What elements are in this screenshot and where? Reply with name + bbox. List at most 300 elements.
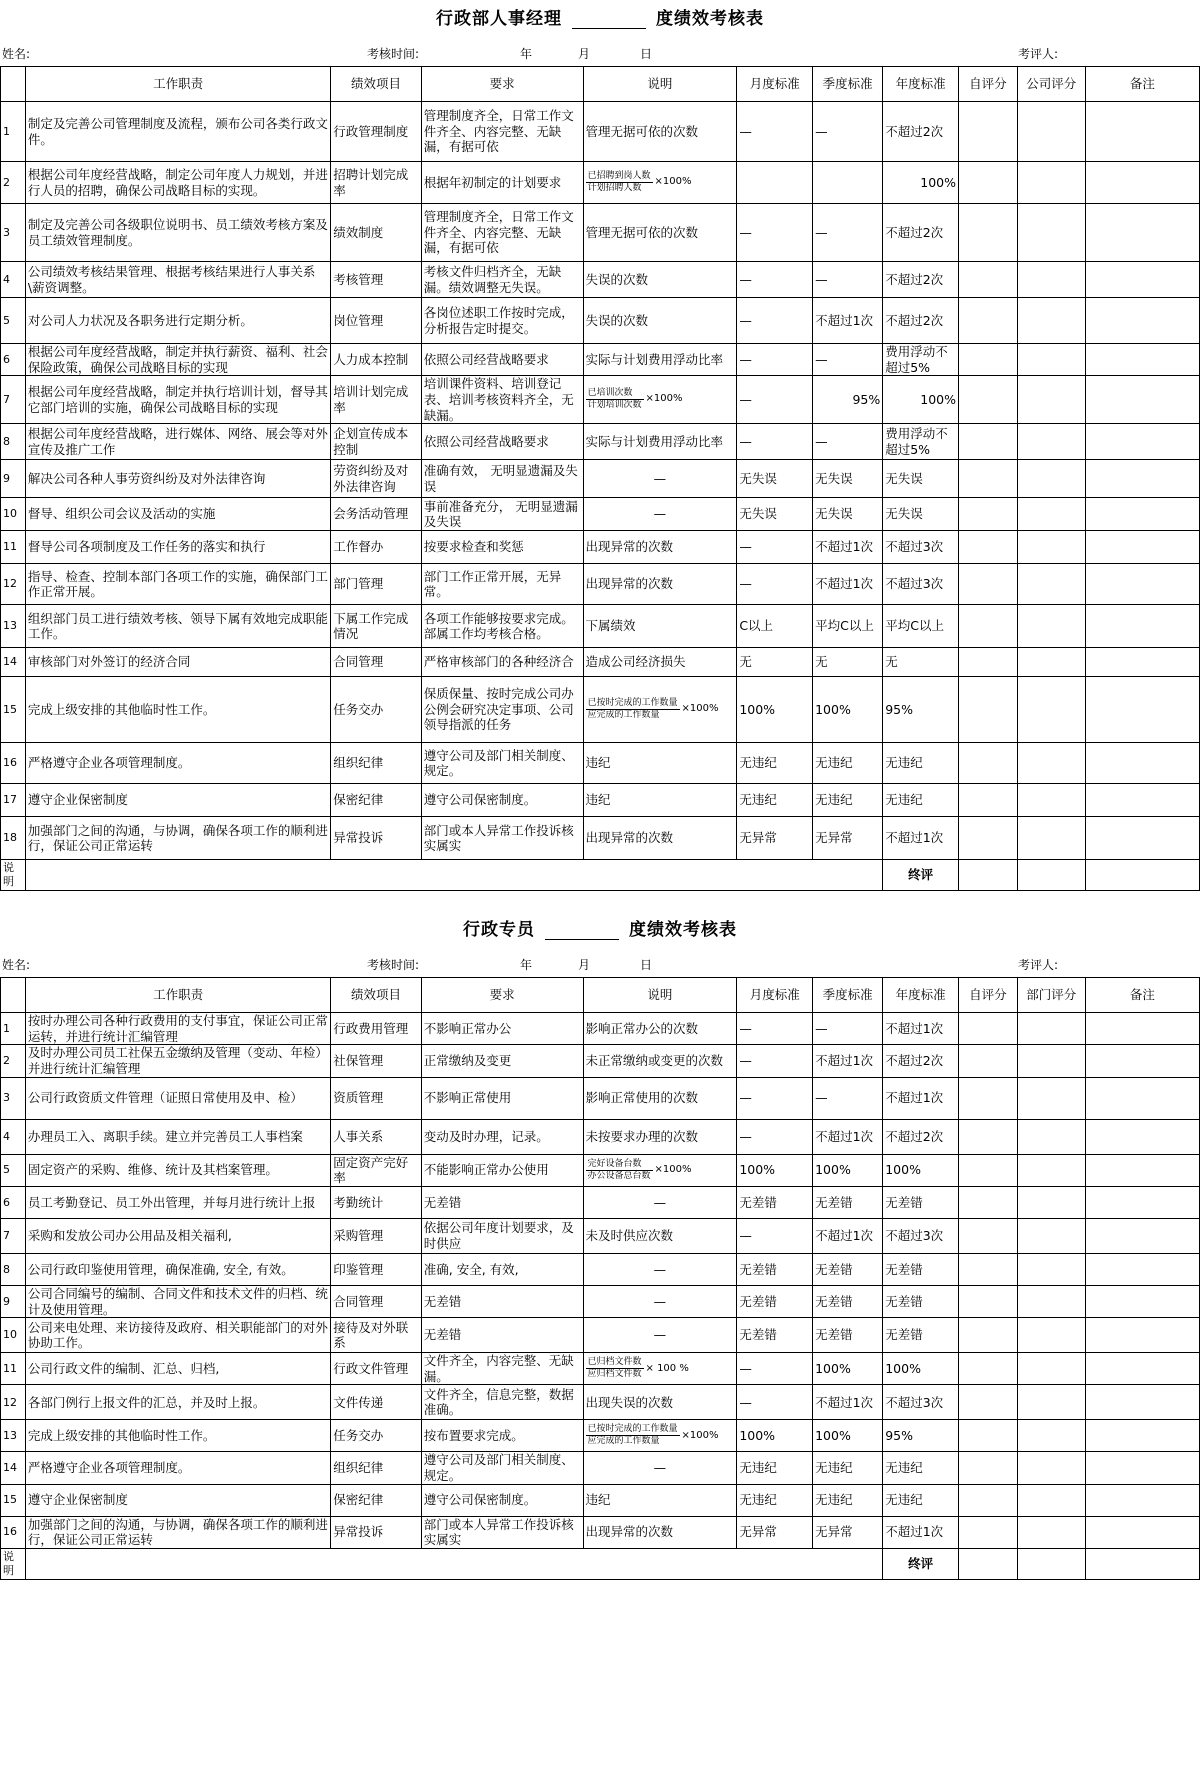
annual-standard-cell: 不超过2次	[883, 102, 959, 162]
company-score-cell[interactable]	[1017, 376, 1085, 424]
duty-cell: 公司行政资质文件管理（证照日常使用及申、检）	[25, 1077, 330, 1119]
company-score-cell[interactable]	[1017, 677, 1085, 743]
table-row	[1, 1420, 1200, 1452]
monthly-standard-cell: 无违纪	[737, 784, 813, 817]
description-cell: 造成公司经济损失	[583, 648, 737, 677]
monthly-standard-cell: —	[737, 1119, 813, 1154]
final-self-score-cell[interactable]	[959, 860, 1018, 891]
description-cell	[583, 162, 737, 204]
requirement-cell: 各岗位述职工作按时完成，分析报告定时提交。	[421, 298, 583, 344]
self-score-cell[interactable]	[959, 344, 1018, 376]
annual-standard-cell: 无差错	[883, 1318, 959, 1353]
self-score-cell[interactable]	[959, 424, 1018, 460]
remark-cell[interactable]	[1085, 498, 1199, 531]
description-cell: 未及时供应次数	[583, 1218, 737, 1253]
row-number: 2	[1, 1045, 26, 1077]
formula-denominator: 计划培训次数	[587, 400, 642, 411]
requirement-cell: 准确有效， 无明显遗漏及失误	[421, 460, 583, 498]
requirement-cell: 根据年初制定的计划要求	[421, 162, 583, 204]
kpi-cell: 行政文件管理	[331, 1353, 421, 1385]
company-score-cell[interactable]	[1017, 1385, 1085, 1420]
company-score-cell[interactable]	[1017, 1253, 1085, 1285]
self-score-cell[interactable]	[959, 1154, 1018, 1186]
remark-cell[interactable]	[1085, 1484, 1199, 1516]
month-label: 月	[578, 958, 591, 973]
requirement-cell: 遵守公司保密制度。	[421, 1484, 583, 1516]
self-score-cell[interactable]	[959, 1186, 1018, 1218]
self-score-cell[interactable]	[959, 1420, 1018, 1452]
duty-cell: 采购和发放公司办公用品及相关福利,	[25, 1218, 330, 1253]
duty-cell: 完成上级安排的其他临时性工作。	[25, 1420, 330, 1452]
company-score-cell[interactable]	[1017, 817, 1085, 860]
requirement-cell: 依照公司经营战略要求	[421, 344, 583, 376]
row-number: 18	[1, 817, 26, 860]
remark-cell[interactable]	[1085, 1452, 1199, 1484]
description-cell: 出现失误的次数	[583, 1385, 737, 1420]
monthly-standard-cell: 无差错	[737, 1253, 813, 1285]
remark-cell[interactable]	[1085, 1253, 1199, 1285]
remark-cell[interactable]	[1085, 1045, 1199, 1077]
remark-cell[interactable]	[1085, 1285, 1199, 1317]
requirement-cell: 准确, 安全, 有效,	[421, 1253, 583, 1285]
kpi-cell: 部门管理	[331, 564, 421, 605]
company-score-cell[interactable]	[1017, 1516, 1085, 1548]
table-title	[0, 0, 1200, 38]
kpi-cell: 行政费用管理	[331, 1013, 421, 1045]
company-score-cell[interactable]	[1017, 605, 1085, 648]
kpi-cell: 保密纪律	[331, 1484, 421, 1516]
monthly-standard-cell: —	[737, 531, 813, 564]
company-score-cell[interactable]	[1017, 262, 1085, 298]
table-row	[1, 102, 1200, 162]
column-header: 说明	[583, 978, 737, 1013]
monthly-standard-cell: —	[737, 262, 813, 298]
remark-cell[interactable]	[1085, 1013, 1199, 1045]
company-score-cell[interactable]	[1017, 531, 1085, 564]
table-row	[1, 531, 1200, 564]
company-score-cell[interactable]	[1017, 1452, 1085, 1484]
day-label: 日	[640, 47, 653, 61]
quarterly-standard-cell: 不超过1次	[813, 1385, 883, 1420]
day-label: 日	[640, 958, 653, 973]
monthly-standard-cell: —	[737, 424, 813, 460]
table-row	[1, 1186, 1200, 1218]
duty-cell: 督导公司各项制度及工作任务的落实和执行	[25, 531, 330, 564]
company-score-cell[interactable]	[1017, 102, 1085, 162]
note-cell[interactable]	[25, 1548, 882, 1579]
annual-standard-cell: 不超过1次	[883, 817, 959, 860]
kpi-cell: 招聘计划完成率	[331, 162, 421, 204]
monthly-standard-cell: 无差错	[737, 1186, 813, 1218]
note-cell[interactable]	[25, 860, 882, 891]
company-score-cell[interactable]	[1017, 1077, 1085, 1119]
column-header: 自评分	[959, 978, 1018, 1013]
monthly-standard-cell: —	[737, 564, 813, 605]
remark-cell[interactable]	[1085, 784, 1199, 817]
formula-multiplier: ×100%	[645, 393, 683, 405]
requirement-cell: 无差错	[421, 1186, 583, 1218]
kpi-cell: 异常投诉	[331, 1516, 421, 1548]
self-score-cell[interactable]	[959, 1253, 1018, 1285]
monthly-standard-cell: 无异常	[737, 1516, 813, 1548]
table-row	[1, 743, 1200, 784]
company-score-cell[interactable]	[1017, 344, 1085, 376]
company-score-cell[interactable]	[1017, 1484, 1085, 1516]
quarterly-standard-cell: 100%	[813, 677, 883, 743]
kpi-cell: 会务活动管理	[331, 498, 421, 531]
table-row	[1, 1154, 1200, 1186]
monthly-standard-cell: 无差错	[737, 1285, 813, 1317]
year-label: 年	[520, 958, 533, 973]
company-score-cell[interactable]	[1017, 162, 1085, 204]
monthly-standard-cell: C以上	[737, 605, 813, 648]
company-score-cell[interactable]	[1017, 424, 1085, 460]
kpi-cell: 劳资纠纷及对外法律咨询	[331, 460, 421, 498]
column-header: 年度标准	[883, 978, 959, 1013]
company-score-cell[interactable]	[1017, 298, 1085, 344]
description-cell: 未按要求办理的次数	[583, 1119, 737, 1154]
remark-cell[interactable]	[1085, 1318, 1199, 1353]
kpi-cell: 社保管理	[331, 1045, 421, 1077]
table-row	[1, 1484, 1200, 1516]
column-header: 工作职责	[25, 67, 330, 102]
remark-cell[interactable]	[1085, 1119, 1199, 1154]
remark-cell[interactable]	[1085, 262, 1199, 298]
remark-cell[interactable]	[1085, 817, 1199, 860]
company-score-cell[interactable]	[1017, 1285, 1085, 1317]
remark-cell[interactable]	[1085, 1154, 1199, 1186]
self-score-cell[interactable]	[959, 1385, 1018, 1420]
kpi-cell: 下属工作完成情况	[331, 605, 421, 648]
company-score-cell[interactable]	[1017, 460, 1085, 498]
description-cell: 失误的次数	[583, 262, 737, 298]
company-score-cell[interactable]	[1017, 648, 1085, 677]
remark-cell[interactable]	[1085, 102, 1199, 162]
note-label: 说明	[1, 1548, 26, 1579]
column-header: 月度标准	[737, 978, 813, 1013]
quarterly-standard-cell: 100%	[813, 1420, 883, 1452]
company-score-cell[interactable]	[1017, 784, 1085, 817]
quarterly-standard-cell: 无差错	[813, 1186, 883, 1218]
duty-cell: 公司来电处理、来访接待及政府、相关职能部门的对外协助工作。	[25, 1318, 330, 1353]
row-number: 17	[1, 784, 26, 817]
quarterly-standard-cell	[813, 162, 883, 204]
description-cell: —	[583, 1318, 737, 1353]
table-row	[1, 784, 1200, 817]
duty-cell: 及时办理公司员工社保五金缴纳及管理（变动、年检）并进行统计汇编管理	[25, 1045, 330, 1077]
kpi-cell: 考核管理	[331, 262, 421, 298]
duty-cell: 各部门例行上报文件的汇总，并及时上报。	[25, 1385, 330, 1420]
annual-standard-cell: 100%	[883, 1154, 959, 1186]
row-number: 9	[1, 460, 26, 498]
remark-cell[interactable]	[1085, 344, 1199, 376]
row-number: 2	[1, 162, 26, 204]
formula	[586, 1424, 735, 1448]
company-score-cell[interactable]	[1017, 1420, 1085, 1452]
quarterly-standard-cell: 不超过1次	[813, 1045, 883, 1077]
monthly-standard-cell: —	[737, 102, 813, 162]
annual-standard-cell: 无违纪	[883, 1452, 959, 1484]
self-score-cell[interactable]	[959, 1516, 1018, 1548]
description-cell: 出现异常的次数	[583, 817, 737, 860]
table-row	[1, 1045, 1200, 1077]
final-remark-cell[interactable]	[1085, 860, 1199, 891]
final-self-score-cell[interactable]	[959, 1548, 1018, 1579]
remark-cell[interactable]	[1085, 1516, 1199, 1548]
final-company-score-cell[interactable]	[1017, 1548, 1085, 1579]
self-score-cell[interactable]	[959, 1452, 1018, 1484]
period-label: 考核时间:	[367, 47, 420, 61]
self-score-cell[interactable]	[959, 1484, 1018, 1516]
self-score-cell[interactable]	[959, 677, 1018, 743]
self-score-cell[interactable]	[959, 460, 1018, 498]
remark-cell[interactable]	[1085, 376, 1199, 424]
fraction	[586, 388, 644, 412]
annual-standard-cell: 95%	[883, 677, 959, 743]
requirement-cell: 部门或本人异常工作投诉核实属实	[421, 1516, 583, 1548]
self-score-cell[interactable]	[959, 162, 1018, 204]
table-row	[1, 1253, 1200, 1285]
description-cell: 实际与计划费用浮动比率	[583, 344, 737, 376]
self-score-cell[interactable]	[959, 1285, 1018, 1317]
duty-cell: 对公司人力状况及各职务进行定期分析。	[25, 298, 330, 344]
duty-cell: 按时办理公司各种行政费用的支付事宜，保证公司正常运转，并进行统计汇编管理	[25, 1013, 330, 1045]
self-score-cell[interactable]	[959, 817, 1018, 860]
kpi-cell: 人力成本控制	[331, 344, 421, 376]
annual-standard-cell: 费用浮动不超过5%	[883, 344, 959, 376]
requirement-cell: 遵守公司及部门相关制度、规定。	[421, 1452, 583, 1484]
self-score-cell[interactable]	[959, 1013, 1018, 1045]
company-score-cell[interactable]	[1017, 204, 1085, 262]
self-score-cell[interactable]	[959, 743, 1018, 784]
description-cell: 违纪	[583, 784, 737, 817]
title-position: 行政专员	[463, 920, 535, 941]
requirement-cell: 不影响正常办公	[421, 1013, 583, 1045]
description-cell: —	[583, 460, 737, 498]
company-score-cell[interactable]	[1017, 1045, 1085, 1077]
annual-standard-cell: 费用浮动不超过5%	[883, 424, 959, 460]
self-score-cell[interactable]	[959, 1077, 1018, 1119]
row-number: 8	[1, 1253, 26, 1285]
remark-cell[interactable]	[1085, 564, 1199, 605]
self-score-cell[interactable]	[959, 298, 1018, 344]
column-header: 季度标准	[813, 67, 883, 102]
annual-standard-cell: 不超过2次	[883, 1119, 959, 1154]
kpi-cell: 组织纪律	[331, 1452, 421, 1484]
note-label: 说明	[1, 860, 26, 891]
annual-standard-cell: 不超过1次	[883, 1077, 959, 1119]
description-cell: —	[583, 1452, 737, 1484]
self-score-cell[interactable]	[959, 605, 1018, 648]
self-score-cell[interactable]	[959, 564, 1018, 605]
kpi-cell: 合同管理	[331, 1285, 421, 1317]
column-header: 月度标准	[737, 67, 813, 102]
self-score-cell[interactable]	[959, 1045, 1018, 1077]
table-title	[0, 911, 1200, 949]
remark-cell[interactable]	[1085, 1077, 1199, 1119]
self-score-cell[interactable]	[959, 498, 1018, 531]
requirement-cell: 变动及时办理，记录。	[421, 1119, 583, 1154]
remark-cell[interactable]	[1085, 1186, 1199, 1218]
self-score-cell[interactable]	[959, 1353, 1018, 1385]
column-header: 自评分	[959, 67, 1018, 102]
quarterly-standard-cell: —	[813, 424, 883, 460]
duty-cell: 员工考勤登记、员工外出管理，并每月进行统计上报	[25, 1186, 330, 1218]
column-header: 要求	[421, 67, 583, 102]
self-score-cell[interactable]	[959, 102, 1018, 162]
description-cell: 影响正常办公的次数	[583, 1013, 737, 1045]
quarterly-standard-cell: —	[813, 204, 883, 262]
remark-cell[interactable]	[1085, 677, 1199, 743]
remark-cell[interactable]	[1085, 1218, 1199, 1253]
annual-standard-cell: 不超过2次	[883, 1045, 959, 1077]
name-label: 姓名:	[2, 47, 31, 61]
description-cell: 下属绩效	[583, 605, 737, 648]
quarterly-standard-cell: 95%	[813, 376, 883, 424]
remark-cell[interactable]	[1085, 743, 1199, 784]
requirement-cell: 按要求检查和奖惩	[421, 531, 583, 564]
row-number: 8	[1, 424, 26, 460]
monthly-standard-cell: —	[737, 1385, 813, 1420]
requirement-cell: 文件齐全，内容完整、无缺漏。	[421, 1353, 583, 1385]
company-score-cell[interactable]	[1017, 743, 1085, 784]
quarterly-standard-cell: 100%	[813, 1154, 883, 1186]
final-company-score-cell[interactable]	[1017, 860, 1085, 891]
monthly-standard-cell: —	[737, 1045, 813, 1077]
table-row	[1, 605, 1200, 648]
remark-cell[interactable]	[1085, 460, 1199, 498]
year-label: 年	[520, 47, 533, 61]
annual-standard-cell: 100%	[883, 162, 959, 204]
self-score-cell[interactable]	[959, 531, 1018, 564]
company-score-cell[interactable]	[1017, 1218, 1085, 1253]
meta-row	[0, 949, 1200, 977]
requirement-cell: 部门工作正常开展，无异常。	[421, 564, 583, 605]
annual-standard-cell: 不超过3次	[883, 1385, 959, 1420]
table-row	[1, 648, 1200, 677]
self-score-cell[interactable]	[959, 1318, 1018, 1353]
remark-cell[interactable]	[1085, 1385, 1199, 1420]
remark-cell[interactable]	[1085, 531, 1199, 564]
company-score-cell[interactable]	[1017, 1013, 1085, 1045]
self-score-cell[interactable]	[959, 204, 1018, 262]
table-row	[1, 1218, 1200, 1253]
kpi-cell: 接待及对外联系	[331, 1318, 421, 1353]
row-number: 10	[1, 498, 26, 531]
company-score-cell[interactable]	[1017, 498, 1085, 531]
table-row	[1, 344, 1200, 376]
table-row	[1, 162, 1200, 204]
row-number: 1	[1, 102, 26, 162]
table-row	[1, 1077, 1200, 1119]
remark-cell[interactable]	[1085, 605, 1199, 648]
row-number: 7	[1, 1218, 26, 1253]
row-number: 15	[1, 677, 26, 743]
row-number: 14	[1, 1452, 26, 1484]
assessment-table	[0, 66, 1200, 891]
title-period-blank	[545, 921, 619, 940]
formula-multiplier: × 100 %	[645, 1362, 689, 1374]
fraction	[586, 1424, 680, 1448]
footer-row	[1, 860, 1200, 891]
kpi-cell: 人事关系	[331, 1119, 421, 1154]
company-score-cell[interactable]	[1017, 1318, 1085, 1353]
self-score-cell[interactable]	[959, 648, 1018, 677]
header-row	[1, 978, 1200, 1013]
monthly-standard-cell: —	[737, 344, 813, 376]
kpi-cell: 保密纪律	[331, 784, 421, 817]
company-score-cell[interactable]	[1017, 564, 1085, 605]
row-number: 9	[1, 1285, 26, 1317]
annual-standard-cell: 无差错	[883, 1186, 959, 1218]
column-header: 公司评分	[1017, 67, 1085, 102]
quarterly-standard-cell: 无违纪	[813, 784, 883, 817]
description-cell: —	[583, 1285, 737, 1317]
final-remark-cell[interactable]	[1085, 1548, 1199, 1579]
quarterly-standard-cell: 平均C以上	[813, 605, 883, 648]
description-cell	[583, 1353, 737, 1385]
monthly-standard-cell: 100%	[737, 1154, 813, 1186]
company-score-cell[interactable]	[1017, 1154, 1085, 1186]
remark-cell[interactable]	[1085, 424, 1199, 460]
quarterly-standard-cell: 无违纪	[813, 1484, 883, 1516]
reviewer-label: 考评人:	[1018, 958, 1059, 973]
company-score-cell[interactable]	[1017, 1119, 1085, 1154]
column-header: 绩效项目	[331, 67, 421, 102]
description-cell: —	[583, 1253, 737, 1285]
title-period-blank	[572, 10, 646, 29]
annual-standard-cell: 无	[883, 648, 959, 677]
annual-standard-cell: 不超过3次	[883, 564, 959, 605]
description-cell: 未正常缴纳或变更的次数	[583, 1045, 737, 1077]
company-score-cell[interactable]	[1017, 1186, 1085, 1218]
row-number: 5	[1, 298, 26, 344]
duty-cell: 公司行政文件的编制、汇总、归档,	[25, 1353, 330, 1385]
monthly-standard-cell: 无差错	[737, 1318, 813, 1353]
remark-cell[interactable]	[1085, 1420, 1199, 1452]
self-score-cell[interactable]	[959, 1119, 1018, 1154]
self-score-cell[interactable]	[959, 262, 1018, 298]
remark-cell[interactable]	[1085, 162, 1199, 204]
row-number: 4	[1, 1119, 26, 1154]
kpi-cell: 企划宣传成本控制	[331, 424, 421, 460]
kpi-cell: 资质管理	[331, 1077, 421, 1119]
company-score-cell[interactable]	[1017, 1353, 1085, 1385]
table-row	[1, 1318, 1200, 1353]
monthly-standard-cell: —	[737, 376, 813, 424]
row-number: 3	[1, 1077, 26, 1119]
monthly-standard-cell: 100%	[737, 1420, 813, 1452]
duty-cell: 加强部门之间的沟通，与协调，确保各项工作的顺利进行，保证公司正常运转	[25, 1516, 330, 1548]
reviewer-label: 考评人:	[1018, 47, 1059, 61]
remark-cell[interactable]	[1085, 298, 1199, 344]
self-score-cell[interactable]	[959, 784, 1018, 817]
remark-cell[interactable]	[1085, 648, 1199, 677]
duty-cell: 加强部门之间的沟通，与协调，确保各项工作的顺利进行，保证公司正常运转	[25, 817, 330, 860]
duty-cell: 督导、组织公司会议及活动的实施	[25, 498, 330, 531]
remark-cell[interactable]	[1085, 1353, 1199, 1385]
formula-multiplier: ×100%	[681, 1429, 719, 1441]
kpi-cell: 岗位管理	[331, 298, 421, 344]
self-score-cell[interactable]	[959, 376, 1018, 424]
description-cell: 影响正常使用的次数	[583, 1077, 737, 1119]
requirement-cell: 按布置要求完成。	[421, 1420, 583, 1452]
self-score-cell[interactable]	[959, 1218, 1018, 1253]
duty-cell: 组织部门员工进行绩效考核、领导下属有效地完成职能工作。	[25, 605, 330, 648]
description-cell: 出现异常的次数	[583, 1516, 737, 1548]
row-number: 7	[1, 376, 26, 424]
remark-cell[interactable]	[1085, 204, 1199, 262]
